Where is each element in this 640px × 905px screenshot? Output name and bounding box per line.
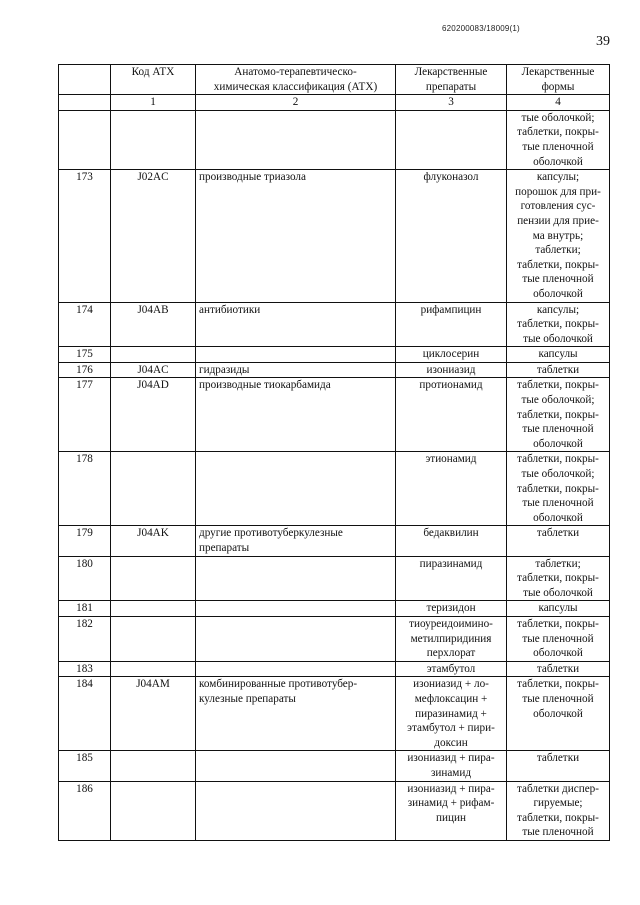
row-number: 174 — [59, 302, 111, 347]
dosage-form: тые оболочкой; таблетки, покры- тые пленочной оболочкой — [507, 110, 610, 169]
atc-classification: производные тиокарбамида — [196, 378, 396, 452]
medication-table — [58, 64, 610, 841]
drug-name: протионамид — [396, 378, 507, 452]
dosage-form: таблетки — [507, 526, 610, 556]
table-row — [59, 601, 610, 617]
column-number — [59, 95, 111, 111]
table-row — [59, 526, 610, 556]
row-number: 173 — [59, 170, 111, 302]
dosage-form: капсулы — [507, 347, 610, 363]
drug-name — [396, 110, 507, 169]
drug-name: изониазид + пира- зинамид + рифам- пицин — [396, 781, 507, 840]
table-row — [59, 110, 610, 169]
column-number: 4 — [507, 95, 610, 111]
atc-code — [111, 661, 196, 677]
table-row — [59, 751, 610, 781]
drug-name: тиоуреидоимино- метилпиридиния перхлорат — [396, 616, 507, 661]
column-number: 3 — [396, 95, 507, 111]
atc-code: J02AC — [111, 170, 196, 302]
drug-name: изониазид + ло- мефлоксацин + пиразинамид + этамбутол + пири- доксин — [396, 677, 507, 751]
dosage-form: таблетки — [507, 661, 610, 677]
drug-name: этамбутол — [396, 661, 507, 677]
atc-classification: гидразиды — [196, 362, 396, 378]
table-row — [59, 170, 610, 302]
drug-name: бедаквилин — [396, 526, 507, 556]
atc-classification — [196, 452, 396, 526]
drug-name: изониазид — [396, 362, 507, 378]
column-number-row — [59, 95, 610, 111]
row-number: 184 — [59, 677, 111, 751]
atc-code — [111, 781, 196, 840]
row-number: 176 — [59, 362, 111, 378]
table-row — [59, 302, 610, 347]
atc-classification: другие противотуберкулезные препараты — [196, 526, 396, 556]
atc-classification — [196, 347, 396, 363]
atc-classification: производные триазола — [196, 170, 396, 302]
header-atc-classification: Анатомо-терапевтическо- химическая классификация (АТХ) — [196, 65, 396, 95]
atc-code: J04AM — [111, 677, 196, 751]
atc-code — [111, 616, 196, 661]
atc-code — [111, 751, 196, 781]
atc-code — [111, 110, 196, 169]
column-number: 2 — [196, 95, 396, 111]
atc-classification — [196, 751, 396, 781]
atc-classification — [196, 661, 396, 677]
table-row — [59, 616, 610, 661]
atc-code: J04AD — [111, 378, 196, 452]
header-number — [59, 65, 111, 95]
table-row — [59, 781, 610, 840]
dosage-form: таблетки; таблетки, покры- тые оболочкой — [507, 556, 610, 601]
row-number: 183 — [59, 661, 111, 677]
dosage-form: капсулы — [507, 601, 610, 617]
atc-classification: антибиотики — [196, 302, 396, 347]
header-dosage-forms: Лекарственные формы — [507, 65, 610, 95]
drug-name: изониазид + пира- зинамид — [396, 751, 507, 781]
dosage-form: таблетки диспер- гируемые; таблетки, покры- тые пленочной — [507, 781, 610, 840]
dosage-form: таблетки, покры- тые пленочной оболочкой — [507, 616, 610, 661]
atc-code: J04AB — [111, 302, 196, 347]
dosage-form: капсулы; порошок для при- готовления сус- пензии для прие- ма внутрь; таблетки; таблетки, покры- тые пленочной оболочкой — [507, 170, 610, 302]
dosage-form: таблетки, покры- тые оболочкой; таблетки, покры- тые пленочной оболочкой — [507, 378, 610, 452]
atc-classification — [196, 616, 396, 661]
column-number: 1 — [111, 95, 196, 111]
table-header-row — [59, 65, 610, 95]
row-number: 175 — [59, 347, 111, 363]
drug-name: флуконазол — [396, 170, 507, 302]
document-id: 620200083/18009(1) — [442, 24, 520, 33]
atc-code — [111, 556, 196, 601]
row-number: 186 — [59, 781, 111, 840]
dosage-form: таблетки, покры- тые пленочной оболочкой — [507, 677, 610, 751]
atc-code — [111, 601, 196, 617]
atc-classification — [196, 110, 396, 169]
header-drugs: Лекарственные препараты — [396, 65, 507, 95]
table-row — [59, 347, 610, 363]
dosage-form: капсулы; таблетки, покры- тые оболочкой — [507, 302, 610, 347]
row-number: 181 — [59, 601, 111, 617]
atc-classification — [196, 781, 396, 840]
row-number: 178 — [59, 452, 111, 526]
row-number: 180 — [59, 556, 111, 601]
drug-name: пиразинамид — [396, 556, 507, 601]
drug-name: циклосерин — [396, 347, 507, 363]
table-row — [59, 362, 610, 378]
row-number: 179 — [59, 526, 111, 556]
drug-name: теризидон — [396, 601, 507, 617]
table-row — [59, 677, 610, 751]
row-number — [59, 110, 111, 169]
atc-code — [111, 347, 196, 363]
row-number: 177 — [59, 378, 111, 452]
row-number: 182 — [59, 616, 111, 661]
drug-name: этионамид — [396, 452, 507, 526]
atc-code: J04AK — [111, 526, 196, 556]
atc-classification: комбинированные противотубер- кулезные препараты — [196, 677, 396, 751]
drug-name: рифампицин — [396, 302, 507, 347]
atc-classification — [196, 556, 396, 601]
atc-code — [111, 452, 196, 526]
table-row — [59, 556, 610, 601]
dosage-form: таблетки — [507, 751, 610, 781]
header-atc-code: Код АТХ — [111, 65, 196, 95]
page-number: 39 — [596, 34, 610, 49]
dosage-form: таблетки — [507, 362, 610, 378]
row-number: 185 — [59, 751, 111, 781]
dosage-form: таблетки, покры- тые оболочкой; таблетки, покры- тые пленочной оболочкой — [507, 452, 610, 526]
atc-classification — [196, 601, 396, 617]
table-row — [59, 452, 610, 526]
table-row — [59, 378, 610, 452]
table-row — [59, 661, 610, 677]
atc-code: J04AC — [111, 362, 196, 378]
